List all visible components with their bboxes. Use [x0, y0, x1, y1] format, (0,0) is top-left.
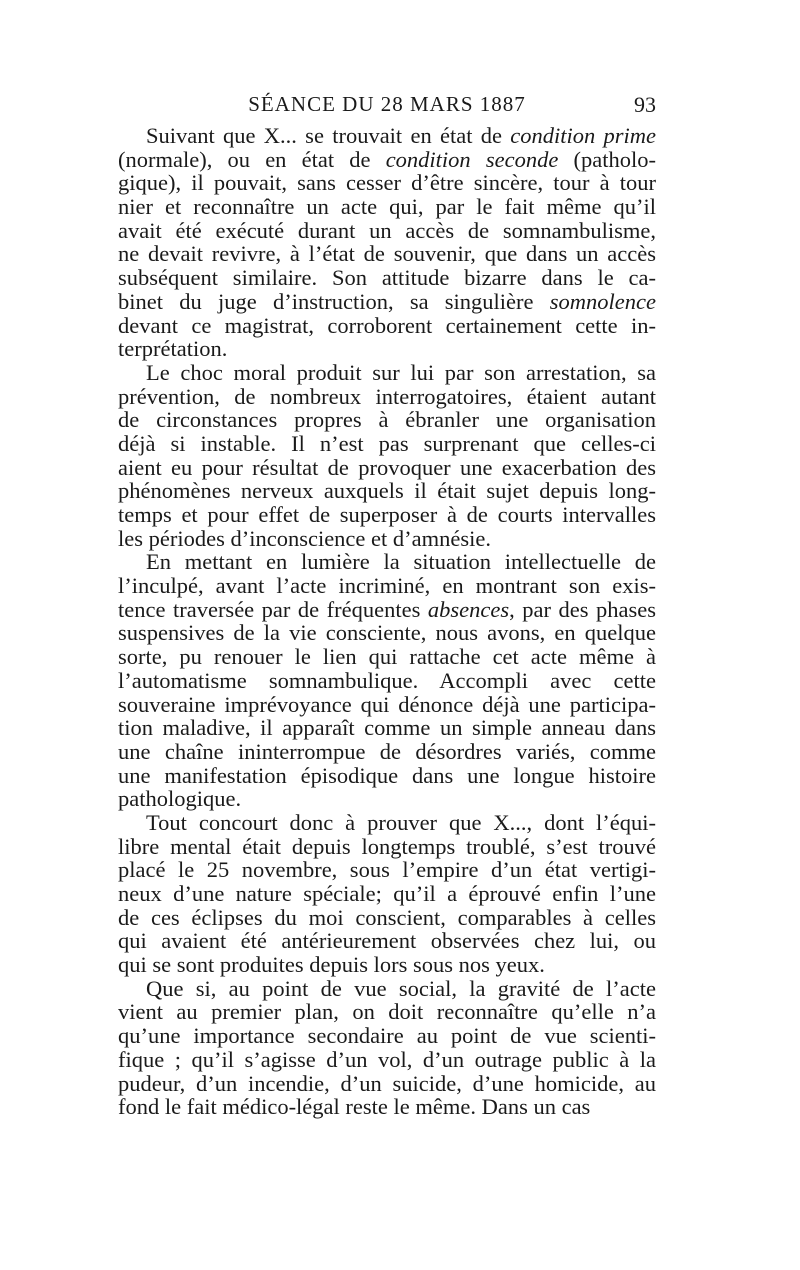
text-run: pudeur, d’un incendie, d’un suicide, d’une homicide, au [118, 1070, 656, 1096]
paragraph [118, 124, 656, 361]
paragraph [118, 811, 656, 977]
text-line [118, 290, 656, 314]
text-line [118, 148, 656, 172]
text-run: souveraine imprévoyance qui dénonce déjà une participa- [118, 691, 656, 717]
text-line [118, 1095, 656, 1119]
paragraph [118, 977, 656, 1119]
text-run: (patholo- [558, 146, 656, 172]
text-line [118, 550, 656, 574]
text-line [118, 456, 656, 480]
text-line [118, 929, 656, 953]
text-line [118, 574, 656, 598]
text-line [118, 787, 656, 811]
text-line [118, 195, 656, 219]
text-run: gique), il pouvait, sans cesser d’être sincère, tour à tour [118, 170, 656, 196]
text-line [118, 906, 656, 930]
text-run: nier et reconnaître un acte qui, par le fait même qu’il [118, 194, 656, 220]
text-run: subséquent similaire. Son attitude bizarre dans le ca- [118, 265, 656, 291]
page-number: 93 [634, 92, 656, 117]
text-line [118, 953, 656, 977]
text-run: binet du juge d’instruction, sa singulière [118, 288, 550, 314]
text-run: Que si, au point de vue social, la gravité de l’acte [146, 975, 656, 1001]
text-line [118, 669, 656, 693]
text-line [118, 1048, 656, 1072]
text-run: Tout concourt donc à prouver que X..., dont l’équi- [146, 809, 656, 835]
text-run: de circonstances propres à ébranler une organisation [118, 407, 656, 433]
text-line [118, 219, 656, 243]
text-line [118, 598, 656, 622]
italic-text: condition prime [510, 123, 656, 148]
text-line [118, 882, 656, 906]
text-run: devant ce magistrat, corroborent certainement cette in- [118, 312, 656, 338]
text-run: vient au premier plan, on doit reconnaître qu’elle n’a [118, 999, 656, 1025]
text-line [118, 124, 656, 148]
text-line [118, 527, 656, 551]
text-run: pathologique. [118, 786, 242, 812]
italic-text: condition seconde [385, 146, 559, 172]
text-run: qui avaient été antérieurement observées chez lui, ou [118, 928, 656, 954]
text-run: avait été exécuté durant un accès de somnambulisme, [118, 217, 656, 243]
text-line [118, 835, 656, 859]
text-line [118, 171, 656, 195]
text-line [118, 764, 656, 788]
text-line [118, 693, 656, 717]
text-line [118, 242, 656, 266]
text-run: phénomènes nerveux auxquels il était sujet depuis long- [118, 478, 656, 504]
text-run: temps et pour effet de superposer à de courts intervalles [118, 502, 656, 527]
text-run: fique ; qu’il s’agisse d’un vol, d’un outrage public à la [118, 1046, 656, 1072]
text-line [118, 645, 656, 669]
text-run: l’automatisme somnambulique. Accompli avec cette [118, 667, 656, 693]
text-line [118, 314, 656, 338]
text-run: libre mental était depuis longtemps troublé, s’est trouvé [118, 833, 656, 859]
text-line [118, 479, 656, 503]
text-line [118, 1000, 656, 1024]
text-run: placé le 25 novembre, sous l’empire d’un état vertigi- [118, 857, 656, 883]
text-run: En mettant en lumière la situation intellectuelle de [146, 549, 656, 575]
text-run: tion maladive, il apparaît comme un simple anneau dans [118, 715, 656, 741]
text-run: de ces éclipses du moi conscient, comparables à celles [118, 904, 656, 930]
text-line [118, 621, 656, 645]
text-line [118, 1072, 656, 1096]
text-line [118, 1024, 656, 1048]
text-line [118, 811, 656, 835]
page-header [118, 92, 656, 122]
text-run: Suivant que X... se trouvait en état de [146, 123, 511, 148]
paragraph [118, 361, 656, 551]
text-run: une chaîne ininterrompue de désordres variés, comme [118, 738, 656, 764]
text-run: fond le fait médico-légal reste le même. Dans un cas [118, 1094, 591, 1120]
text-run: déjà si instable. Il n’est pas surprenant que celles-ci [118, 430, 656, 456]
text-run: les périodes d’inconscience et d’amnésie. [118, 525, 491, 551]
text-run: l’inculpé, avant l’acte incriminé, en montrant son exis- [118, 573, 656, 599]
text-line [118, 337, 656, 361]
paragraph [118, 550, 656, 811]
text-line [118, 740, 656, 764]
text-run: qui se sont produites depuis lors sous nos yeux. [118, 952, 545, 978]
text-line [118, 503, 656, 527]
text-line [118, 385, 656, 409]
text-run: ne devait revivre, à l’état de souvenir, que dans un accès [118, 241, 656, 267]
text-run: terprétation. [118, 336, 228, 362]
text-run: , par des phases [509, 596, 656, 622]
running-head: SÉANCE DU 28 MARS 1887 [248, 92, 526, 116]
text-line [118, 432, 656, 456]
italic-text: absences [427, 596, 510, 622]
text-run: neux d’une nature spéciale; qu’il a éprouvé enfin l’une [118, 881, 656, 906]
text-run: Le choc moral produit sur lui par son arrestation, sa [146, 359, 656, 385]
text-line [118, 977, 656, 1001]
body-text [118, 124, 656, 1119]
text-run: aient eu pour résultat de provoquer une exacerbation des [118, 454, 656, 480]
italic-text: somnolence [549, 288, 656, 314]
text-run: prévention, de nombreux interrogatoires, étaient autant [118, 383, 656, 409]
text-line [118, 716, 656, 740]
text-run: qu’une importance secondaire au point de vue scienti- [118, 1023, 656, 1049]
text-line [118, 266, 656, 290]
text-line [118, 361, 656, 385]
text-line [118, 408, 656, 432]
text-run: (normale), ou en état de [118, 146, 386, 172]
text-run: sorte, pu renouer le lien qui rattache cet acte même à [118, 644, 656, 670]
text-run: une manifestation épisodique dans une longue histoire [118, 762, 656, 788]
text-line [118, 858, 656, 882]
text-run: tence traversée par de fréquentes [118, 596, 428, 622]
text-run: suspensives de la vie consciente, nous avons, en quelque [118, 620, 656, 646]
